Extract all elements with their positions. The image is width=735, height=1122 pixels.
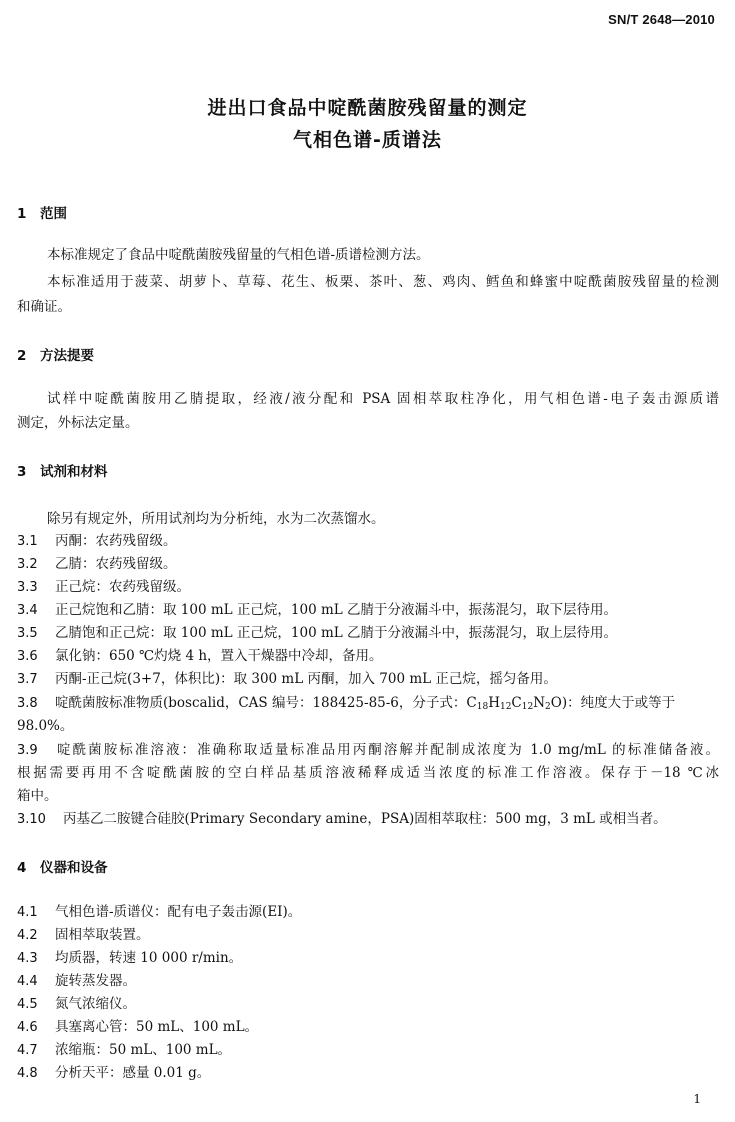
clause-number: 4.3 <box>17 951 38 966</box>
clause-number: 4.1 <box>17 905 38 920</box>
clause-item <box>17 808 719 831</box>
clause-item <box>17 622 719 645</box>
clause-number: 4.6 <box>17 1020 38 1035</box>
clause-item <box>17 1016 719 1039</box>
formula-subscript: 12 <box>521 702 534 712</box>
section-title: 范围 <box>40 206 67 222</box>
standard-code: SN/T 2648—2010 <box>608 12 715 27</box>
section-number: 3 <box>17 464 27 480</box>
clause-text: 旋转蒸发器。 <box>55 973 136 989</box>
clause-text: O)：纯度大于或等于 <box>550 695 676 711</box>
clause-item <box>17 692 719 715</box>
formula-element: C <box>511 695 522 711</box>
clause-item <box>17 530 719 553</box>
formula-subscript: 18 <box>476 702 489 712</box>
clause-number: 3.1 <box>17 534 38 549</box>
document-title: 进出口食品中啶酰菌胺残留量的测定 <box>207 97 528 119</box>
clause-number: 3.6 <box>17 649 38 664</box>
clause-item <box>17 739 719 762</box>
clause-item <box>17 947 719 970</box>
clause-number: 4.4 <box>17 974 38 989</box>
document-subtitle: 气相色谱-质谱法 <box>293 129 442 151</box>
clause-number: 3.7 <box>17 672 38 687</box>
clause-text: 氯化钠：650 ℃灼烧 4 h，置入干燥器中冷却，备用。 <box>55 648 383 664</box>
paragraph: 试样中啶酰菌胺用乙腈提取，经液/液分配和 PSA 固相萃取柱净化，用气相色谱-电子轰击源质谱 <box>47 391 719 407</box>
clause-number: 4.7 <box>17 1043 38 1058</box>
clause-number: 3.3 <box>17 580 38 595</box>
clause-text: 分析天平：感量 0.01 g。 <box>55 1065 211 1081</box>
clause-text: 正己烷饱和乙腈：取 100 mL 正己烷，100 mL 乙腈于分液漏斗中，振荡混匀，取下层待用。 <box>55 602 618 618</box>
clause-number: 4.5 <box>17 997 38 1012</box>
clause-number: 3.5 <box>17 626 38 641</box>
clause-text: 正己烷：农药残留级。 <box>55 579 190 595</box>
clause-text: 啶酰菌胺标准溶液：准确称取适量标准品用丙酮溶解并配制成浓度为 1.0 mg/mL 的标准储备液。 <box>55 742 719 758</box>
clause-number: 4.8 <box>17 1066 38 1081</box>
section-2-heading <box>17 344 94 364</box>
clause-item <box>17 1039 719 1062</box>
clause-text: 固相萃取装置。 <box>55 927 150 943</box>
clause-text: 气相色谱-质谱仪：配有电子轰击源(EI)。 <box>55 904 302 920</box>
clause-item <box>17 924 719 947</box>
clause-continuation: 根据需要再用不含啶酰菌胺的空白样品基质溶液稀释成适当浓度的标准工作溶液。保存于－18 ℃冰 <box>17 765 719 781</box>
section-1-heading <box>17 202 67 222</box>
clause-number: 3.4 <box>17 603 38 618</box>
formula-element: H <box>488 695 500 711</box>
section-title: 仪器和设备 <box>40 860 108 876</box>
paragraph: 本标准适用于菠菜、胡萝卜、草莓、花生、板栗、茶叶、葱、鸡肉、鳕鱼和蜂蜜中啶酰菌胺残留量的检测 <box>47 274 719 290</box>
paragraph-continuation: 测定，外标法定量。 <box>17 415 139 431</box>
clause-continuation: 98.0%。 <box>17 718 74 734</box>
clause-item <box>17 668 719 691</box>
clause-item <box>17 599 719 622</box>
paragraph: 本标准规定了食品中啶酰菌胺残留量的气相色谱-质谱检测方法。 <box>47 247 430 263</box>
clause-text: 均质器，转速 10 000 r/min。 <box>55 950 243 966</box>
clause-text: 啶酰菌胺标准物质(boscalid，CAS 编号：188425-85-6，分子式：C <box>55 695 477 711</box>
clause-continuation: 箱中。 <box>17 788 58 804</box>
clause-item <box>17 576 719 599</box>
page-number: 1 <box>693 1092 701 1106</box>
clause-number: 3.2 <box>17 557 38 572</box>
section-title: 方法提要 <box>40 348 94 364</box>
clause-text: 乙腈：农药残留级。 <box>55 556 177 572</box>
clause-number: 3.10 <box>17 812 46 827</box>
clause-item <box>17 553 719 576</box>
clause-item <box>17 970 719 993</box>
clause-item <box>17 1062 719 1085</box>
section-number: 1 <box>17 206 27 222</box>
clause-number: 3.8 <box>17 696 38 711</box>
section-4-heading <box>17 856 108 876</box>
paragraph: 除另有规定外，所用试剂均为分析纯，水为二次蒸馏水。 <box>47 511 385 527</box>
clause-text: 具塞离心管：50 mL、100 mL。 <box>55 1019 259 1035</box>
paragraph-continuation: 和确证。 <box>17 299 71 315</box>
section-number: 2 <box>17 348 27 364</box>
clause-text: 丙酮-正己烷(3+7，体积比)：取 300 mL 丙酮，加入 700 mL 正己烷，摇匀备用。 <box>55 671 557 687</box>
clause-item <box>17 645 719 668</box>
clause-number: 3.9 <box>17 743 38 758</box>
clause-text: 丙酮：农药残留级。 <box>55 533 177 549</box>
formula-subscript: 2 <box>545 702 551 712</box>
formula-subscript: 12 <box>499 702 512 712</box>
section-number: 4 <box>17 860 27 876</box>
clause-text: 丙基乙二胺键合硅胶(Primary Secondary amine，PSA)固相萃取柱：500 mg，3 mL 或相当者。 <box>63 811 667 827</box>
clause-text: 氮气浓缩仪。 <box>55 996 136 1012</box>
clause-text: 浓缩瓶：50 mL、100 mL。 <box>55 1042 232 1058</box>
clause-number: 4.2 <box>17 928 38 943</box>
section-title: 试剂和材料 <box>40 464 108 480</box>
formula-element: N <box>533 695 546 711</box>
clause-text: 乙腈饱和正己烷：取 100 mL 正己烷，100 mL 乙腈于分液漏斗中，振荡混匀，取上层待用。 <box>55 625 618 641</box>
clause-item <box>17 901 719 924</box>
section-3-heading <box>17 460 108 480</box>
clause-item <box>17 993 719 1016</box>
